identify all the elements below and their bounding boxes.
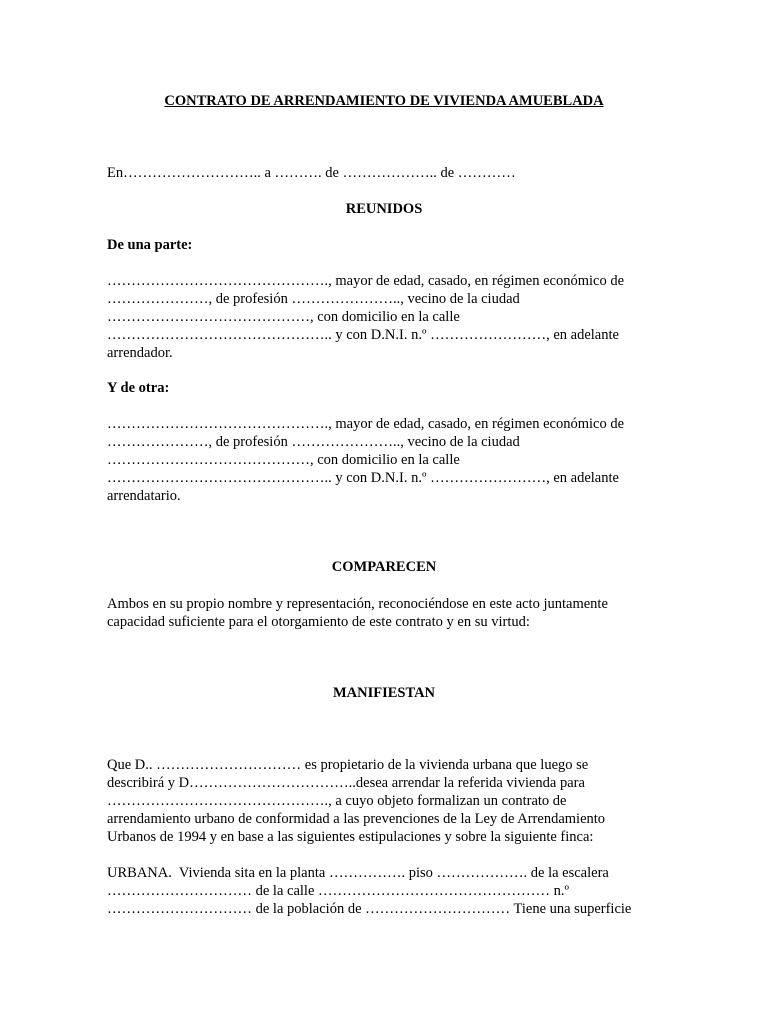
- section-comparecen: COMPARECEN: [331, 559, 437, 575]
- party2-heading: Y de otra:: [107, 380, 170, 396]
- party1-line: ………………………………………., mayor de edad, casado, en régimen económico de: [107, 273, 625, 289]
- party1-line: …………………, de profesión ………………….., vecino de la ciudad: [107, 291, 520, 307]
- manifiestan-line: ………………………………………., a cuyo objeto formalizan un contrato de: [107, 793, 567, 809]
- comparecen-line: Ambos en su propio nombre y representación, reconociéndose en este acto juntamente: [107, 596, 608, 612]
- manifiestan-line: Que D.. ………………………… es propietario de la vivienda urbana que luego se: [107, 757, 589, 773]
- manifiestan-line: Urbanos de 1994 y en base a las siguientes estipulaciones y sobre la siguiente finca:: [107, 829, 594, 845]
- urbana-line: URBANA. Vivienda sita en la planta ……………. piso ………………. de la escalera: [107, 865, 609, 881]
- party1-line: ……………………………………….. y con D.N.I. n.º ……………………, en adelante: [107, 327, 619, 343]
- date-line: En……………………….. a ………. de ……………….. de …………: [107, 165, 516, 181]
- party2-line: ………………………………………., mayor de edad, casado, en régimen económico de: [107, 416, 625, 432]
- party2-line: ……………………………………….. y con D.N.I. n.º ……………………, en adelante: [107, 470, 619, 486]
- party1-line: arrendador.: [107, 345, 173, 361]
- party1-heading: De una parte:: [107, 237, 193, 253]
- document-title: CONTRATO DE ARRENDAMIENTO DE VIVIENDA AMUEBLADA: [164, 93, 604, 109]
- party2-line: …………………, de profesión ………………….., vecino de la ciudad: [107, 434, 520, 450]
- urbana-line: ………………………… de la calle ………………………………………… n.º: [107, 883, 570, 899]
- comparecen-line: capacidad suficiente para el otorgamiento de este contrato y en su virtud:: [107, 614, 530, 630]
- party2-line: arrendatario.: [107, 488, 181, 504]
- manifiestan-line: describirá y D……………………………..desea arrendar la referida vivienda para: [107, 775, 585, 791]
- section-manifiestan: MANIFIESTAN: [332, 685, 436, 701]
- section-reunidos: REUNIDOS: [345, 201, 423, 217]
- party1-line: ……………………………………, con domicilio en la calle: [107, 309, 460, 325]
- party2-line: ……………………………………, con domicilio en la calle: [107, 452, 460, 468]
- manifiestan-line: arrendamiento urbano de conformidad a las prevenciones de la Ley de Arrendamiento: [107, 811, 606, 827]
- urbana-line: ………………………… de la población de ………………………… Tiene una superficie: [107, 901, 632, 917]
